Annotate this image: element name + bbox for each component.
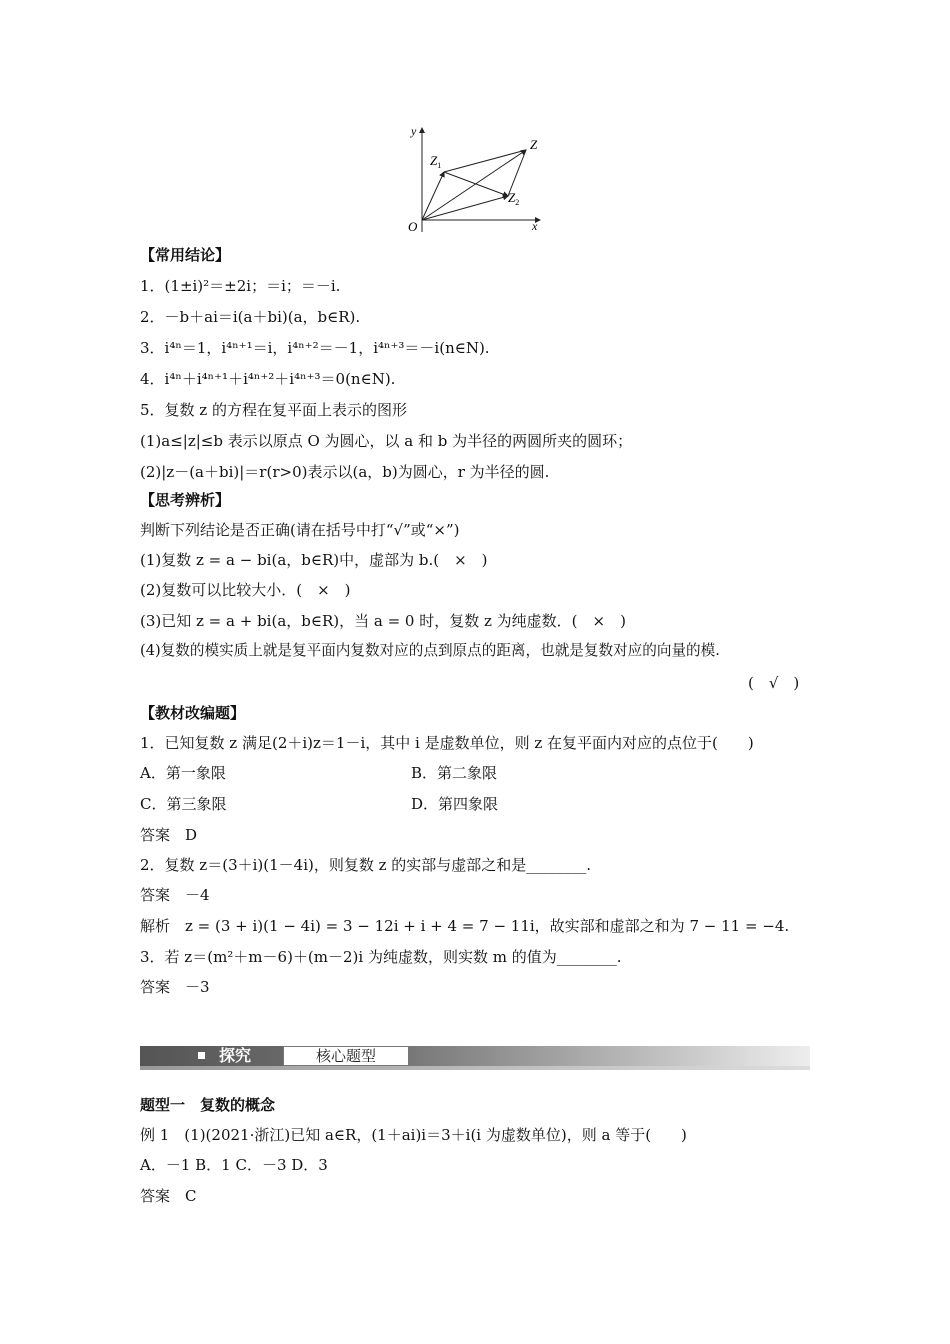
- question-2-answer: 答案 －4: [140, 886, 210, 904]
- segment-z1-z2: [444, 172, 508, 196]
- banner-explore: [140, 1046, 282, 1066]
- conclusion-5-1: (1)a≤|z|≤b 表示以原点 O 为圆心，以 a 和 b 为半径的两圆所夹的圆环；: [140, 432, 633, 450]
- square-icon: [198, 1052, 205, 1059]
- question-2-solution: 解析 z = (3 + i)(1 − 4i) = 3 − 12i + i + 4 = 7 − 11i，故实部和虚部之和为 7 − 11 = −4.: [140, 917, 790, 935]
- conclusion-3: 3．i⁴ⁿ＝1，i⁴ⁿ⁺¹＝i，i⁴ⁿ⁺²＝－1，i⁴ⁿ⁺³＝－i(n∈N).: [140, 339, 490, 357]
- example-1-answer: 答案 C: [140, 1187, 197, 1205]
- heading-textbook: 【教材改编题】: [140, 704, 246, 722]
- think-2: (2)复数可以比较大小．( × ): [140, 581, 351, 599]
- question-1-option-c: C．第三象限: [140, 795, 227, 813]
- banner-stripe: [140, 1066, 810, 1070]
- conclusion-5: 5．复数 z 的方程在复平面上表示的图形: [140, 401, 407, 419]
- question-1-option-a: A．第一象限: [140, 764, 226, 782]
- banner-core-types: 核心题型: [283, 1046, 409, 1066]
- question-1: 1．已知复数 z 满足(2＋i)z＝1－i，其中 i 是虚数单位，则 z 在复平面内对应的点位于( ): [140, 734, 754, 752]
- z-label: Z: [530, 137, 538, 152]
- section-banner: [140, 1046, 810, 1072]
- vector-oz2: [422, 196, 508, 220]
- banner-explore-label: 探究: [219, 1046, 252, 1065]
- question-1-answer: 答案 D: [140, 826, 198, 844]
- conclusion-2: 2．－b＋ai＝i(a＋bi)(a，b∈R).: [140, 308, 361, 326]
- question-3: 3．若 z＝(m²＋m－6)＋(m－2)i 为纯虚数，则实数 m 的值为________.: [140, 948, 622, 966]
- conclusion-5-2: (2)|z－(a＋bi)|＝r(r>0)表示以(a，b)为圆心，r 为半径的圆.: [140, 463, 550, 481]
- z2-label: $Z_2$: [508, 190, 520, 207]
- think-4: (4)复数的模实质上就是复平面内复数对应的点到原点的距离，也就是复数对应的向量的模.: [140, 642, 720, 659]
- complex-plane-figure: [400, 120, 550, 235]
- question-1-option-b: B．第二象限: [411, 764, 498, 782]
- origin-label: O: [408, 219, 418, 234]
- question-1-option-d: D．第四象限: [411, 795, 499, 813]
- z1-label: $Z_1$: [430, 153, 442, 170]
- x-label: x: [532, 219, 538, 233]
- question-2: 2．复数 z＝(3＋i)(1－4i)，则复数 z 的实部与虚部之和是________.: [140, 856, 592, 874]
- heading-common-conclusions: 【常用结论】: [140, 246, 231, 264]
- heading-think: 【思考辨析】: [140, 491, 231, 509]
- think-1: (1)复数 z = a − bi(a，b∈R)中，虚部为 b.( × ): [140, 551, 488, 569]
- conclusion-1: 1．(1±i)²＝±2i；＝i；＝－i.: [140, 277, 341, 295]
- example-1-options: A．－1 B．1 C．－3 D．3: [140, 1156, 328, 1174]
- example-1: 例 1 (1)(2021·浙江)已知 a∈R，(1＋ai)i＝3＋i(i 为虚数单位)，则 a 等于( ): [140, 1126, 687, 1144]
- think-4-mark: ( √ ): [748, 674, 800, 692]
- y-label: y: [411, 124, 417, 138]
- segment-z1-z: [444, 150, 526, 172]
- think-intro: 判断下列结论是否正确(请在括号中打“√”或“×”): [140, 521, 460, 539]
- type-1-heading: 题型一 复数的概念: [140, 1096, 276, 1114]
- think-3: (3)已知 z = a + bi(a，b∈R)，当 a = 0 时，复数 z 为纯虚数．( × ): [140, 612, 626, 630]
- conclusion-4: 4．i⁴ⁿ＋i⁴ⁿ⁺¹＋i⁴ⁿ⁺²＋i⁴ⁿ⁺³＝0(n∈N).: [140, 370, 396, 388]
- question-3-answer: 答案 －3: [140, 978, 210, 996]
